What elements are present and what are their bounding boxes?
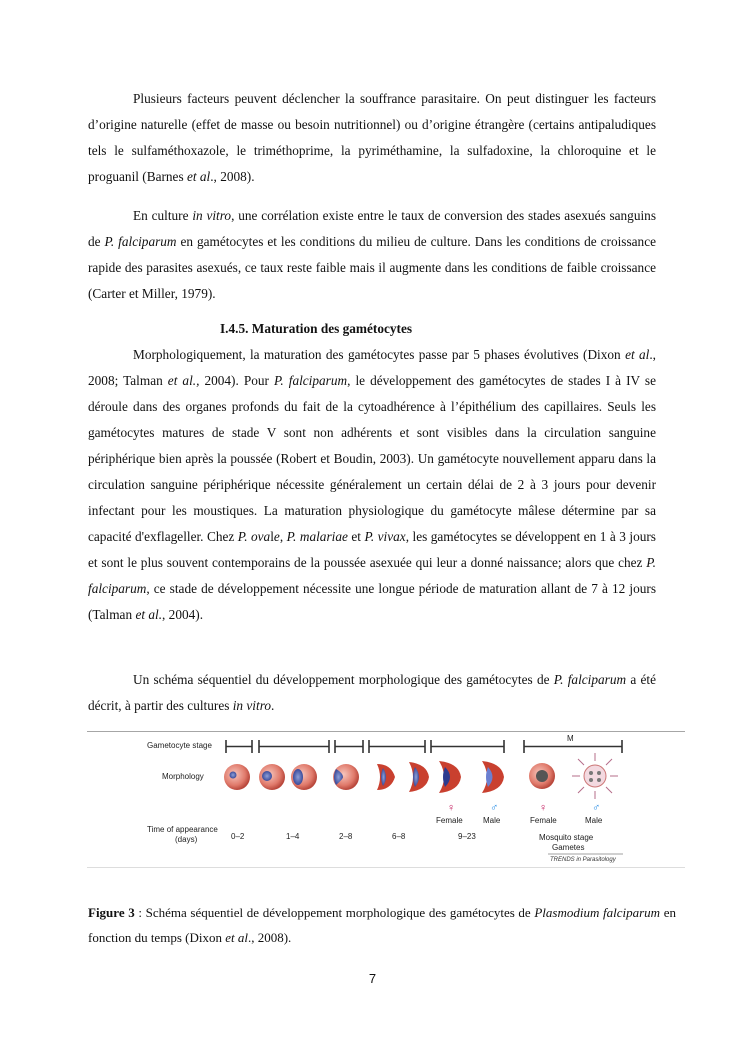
figure-diagram <box>87 731 685 868</box>
male-label-2: Male <box>585 816 603 825</box>
paragraph-3: Morphologiquement, la maturation des gamétocytes passe par 5 phases évolutives (Dixon et al., 2008; Talman et al., 2004). Pour P. falciparum, le développement des gamétocytes de stades I à IV se déroule dans des organes profonds du fait de la cytoadhérence à l’épithélium des capillaires. Seuls les gamétocytes matures de stade V sont non adhérents et sont visibles dans la circulation sanguine périphérique bien après la poussée (Robert et Boudin, 2003). Un gamétocyte nouvellement apparu dans la circulation sanguine périphérique nécessite généralement un certain délai de 2 à 3 jours pour devenir infectant pour les moustiques. La maturation physiologique du gamétocyte mâlese détermine par sa capacité d'exflageller. Chez P. ovale, P. malariae et P. vivax, les gamétocytes se développent en 1 à 3 jours et sont le plus souvent contemporains de la poussée asexuée qui leur a donné naissance; alors que chez P. falciparum, ce stade de développement nécessite une longue période de maturation allant de 7 à 12 jours (Talman et al., 2004). <box>88 347 657 622</box>
male-label-1: Male <box>483 816 501 825</box>
figure-background <box>87 731 685 868</box>
time-value-1: 1–4 <box>286 832 300 841</box>
female-label-2: Female <box>530 816 557 825</box>
mosquito-stage-label: Mosquito stage <box>539 833 594 842</box>
paragraph-1: Plusieurs facteurs peuvent déclencher la souffrance parasitaire. On peut distinguer les facteurs d’origine naturelle (effet de masse ou besoin nutritionnel) ou d’origine étrangère (certains antipaludiques tels le sulfaméthoxazole, le triméthoprime, la pyriméthamine, la sulfadoxine, la chloroquine et le proguanil (Barnes et al., 2008). <box>88 91 656 184</box>
cell-mosquito-female-gamete <box>529 763 555 789</box>
figure-caption: Figure 3 : Schéma séquentiel de développement morphologique des gamétocytes de Plasmodium falciparum en fonction du temps (Dixon et al., 2008). <box>88 905 676 945</box>
row-label-time: Time of appearance <box>147 825 218 834</box>
cell-stage-1 <box>259 764 285 790</box>
cell-mosquito-male-gamete <box>572 753 618 799</box>
paragraph-2: En culture in vitro, une corrélation existe entre le taux de conversion des stades asexués sanguins de P. falciparum en gamétocytes et les conditions du milieu de culture. Dans les conditions de croissance rapide des parasites asexués, ce taux reste faible mais il augmente dans les conditions de faible croissance (Carter et Miller, 1979). <box>88 208 656 301</box>
female-symbol-1: ♀ <box>447 802 456 814</box>
cell-stage-3 <box>333 764 359 790</box>
section-heading: I.4.5. Maturation des gamétocytes <box>220 321 413 336</box>
row-label-stage: Gametocyte stage <box>147 741 212 750</box>
figure-source: TRENDS in Parasitology <box>550 857 616 863</box>
cell-stage-2 <box>291 764 317 790</box>
female-symbol-2: ♀ <box>539 802 548 814</box>
time-value-0: 0–2 <box>231 832 245 841</box>
female-label-1: Female <box>436 816 463 825</box>
row-label-days: (days) <box>175 835 198 844</box>
stage-m-label: M <box>567 734 574 743</box>
cell-stage-0 <box>224 764 250 790</box>
page-number: 7 <box>368 971 377 986</box>
time-value-2: 2–8 <box>339 832 353 841</box>
paragraph-4: Un schéma séquentiel du développement morphologique des gamétocytes de P. falciparum a été décrit, à partir des cultures in vitro. <box>88 672 656 713</box>
male-symbol-1: ♂ <box>490 802 499 814</box>
male-symbol-2: ♂ <box>592 802 601 814</box>
time-value-3: 6–8 <box>392 832 406 841</box>
time-value-4: 9–23 <box>458 832 476 841</box>
row-label-morphology: Morphology <box>162 772 204 781</box>
gametocyte-figure <box>87 731 685 868</box>
gametes-label: Gametes <box>552 843 585 852</box>
